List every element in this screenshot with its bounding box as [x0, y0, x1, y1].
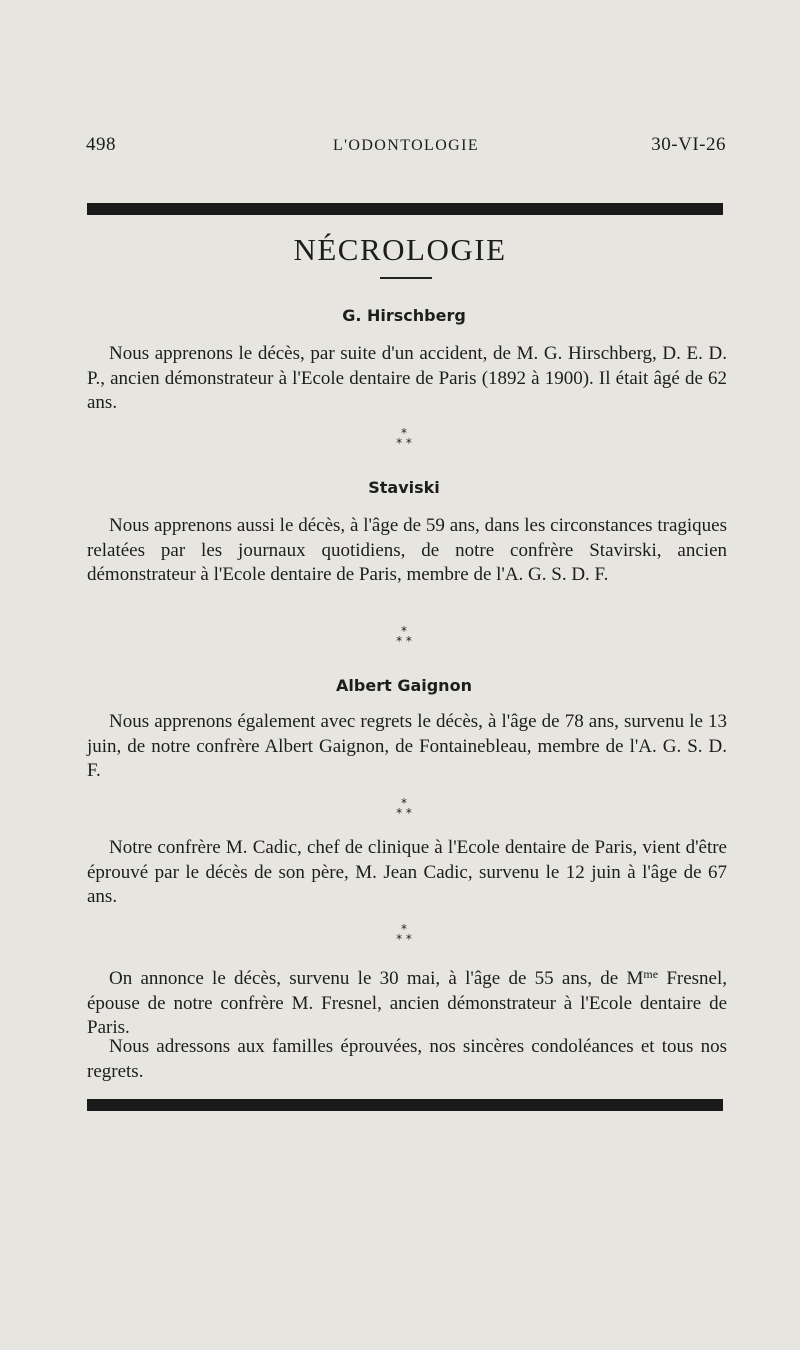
fresnel-title-letter: M [626, 968, 644, 989]
asterism-separator [0, 798, 800, 828]
entry-paragraph-staviski: Nous apprenons aussi le décès, à l'âge de 59 ans, dans les circonstances tragiques relatées par les journaux quotidiens, de notre confrère Stavirski, ancien démonstrateur à l'Ecole dentaire de Paris, membre de l'A. G. S. D. F. [87, 515, 727, 585]
asterism-separator [0, 924, 800, 954]
page-number: 498 [86, 134, 116, 155]
entry-paragraph-cadic: Notre confrère M. Cadic, chef de clinique à l'Ecole dentaire de Paris, vient d'être éprouvé par le décès de son père, M. Jean Cadic, survenu le 12 juin à l'âge de 67 ans. [87, 837, 727, 907]
entry-paragraph-fresnel [87, 962, 727, 1041]
asterism-top: * [401, 796, 407, 810]
closing-condolences: Nous adressons aux familles éprouvées, nos sincères condoléances et tous nos regrets. [87, 1036, 727, 1082]
asterism-bottom: * * [396, 932, 412, 946]
fresnel-text-part-1: On annonce le décès, survenu le 30 mai, à l'âge de 55 ans, de [109, 968, 627, 989]
section-title: NÉCROLOGIE [293, 232, 507, 267]
fresnel-title-superscript: me [643, 967, 659, 981]
title-underline [380, 277, 432, 279]
journal-title: L'ODONTOLOGIE [332, 137, 480, 154]
asterism-top: * [401, 426, 407, 440]
entry-paragraph-hirschberg: Nous apprenons le décès, par suite d'un accident, de M. G. Hirschberg, D. E. D. P., ancien démonstrateur à l'Ecole dentaire de Paris (1892 à 1900). Il était âgé de 62 ans. [87, 343, 727, 413]
entry-paragraph-gaignon: Nous apprenons également avec regrets le décès, à l'âge de 78 ans, survenu le 13 juin, de notre confrère Albert Gaignon, de Fontainebleau, membre de l'A. G. S. D. F. [87, 711, 727, 781]
asterism-separator [0, 626, 800, 656]
entry-heading-gaignon: Albert Gaignon [336, 676, 472, 695]
issue-date: 30-VI-26 [651, 134, 726, 155]
running-header [86, 134, 726, 160]
fresnel-text-part-2: Fresnel, épouse de notre confrère M. Fresnel, ancien démonstrateur à l'Ecole dentaire de Paris. [87, 968, 727, 1038]
asterism-top: * [401, 922, 407, 936]
entry-heading-staviski: Staviski [368, 478, 440, 497]
top-rule [87, 203, 723, 215]
bottom-rule [87, 1099, 723, 1111]
asterism-bottom: * * [396, 634, 412, 648]
entry-heading-hirschberg: G. Hirschberg [342, 306, 466, 325]
asterism-separator [0, 428, 800, 458]
asterism-top: * [401, 624, 407, 638]
asterism-bottom: * * [396, 436, 412, 450]
asterism-bottom: * * [396, 806, 412, 820]
